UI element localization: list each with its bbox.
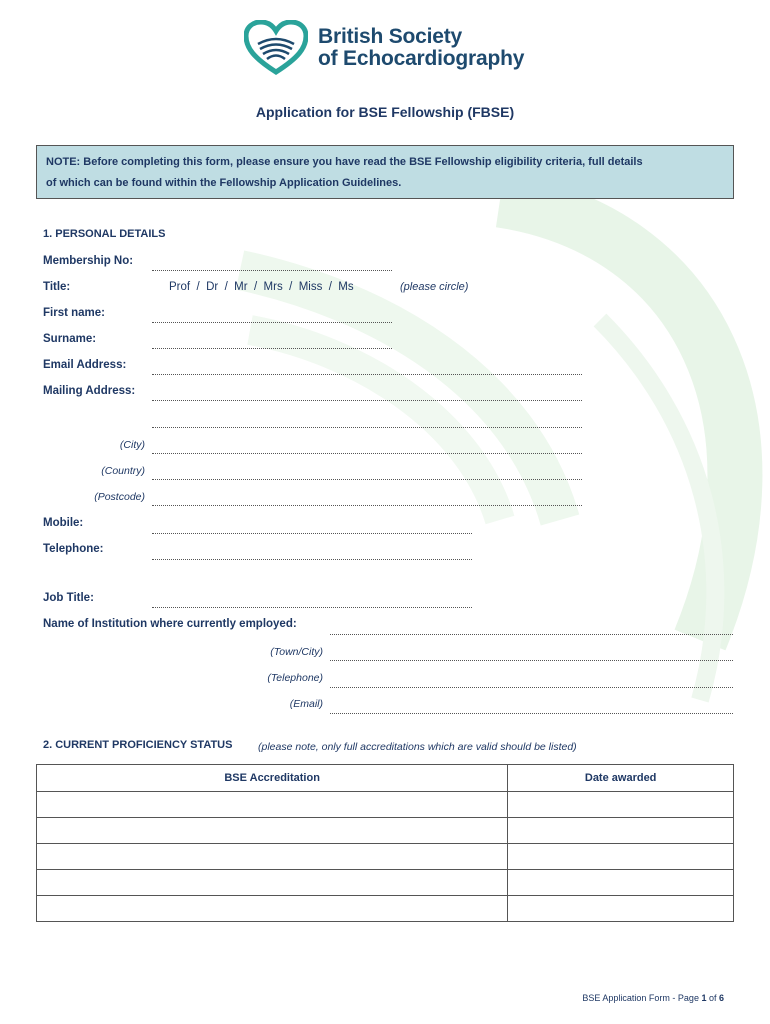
logo-line-2: of Echocardiography xyxy=(318,47,525,70)
date-cell[interactable] xyxy=(508,792,734,818)
inst-email-field[interactable] xyxy=(330,713,733,714)
column-header-accreditation: BSE Accreditation xyxy=(37,765,508,792)
accreditation-cell[interactable] xyxy=(37,896,508,922)
footer-page-total: 6 xyxy=(718,993,724,1003)
table-row xyxy=(37,870,734,896)
table-row xyxy=(37,792,734,818)
mobile-field[interactable] xyxy=(152,533,472,534)
membership-label: Membership No: xyxy=(43,255,134,267)
title-label: Title: xyxy=(43,281,71,293)
job-title-label: Job Title: xyxy=(43,592,94,604)
accreditation-cell[interactable] xyxy=(37,818,508,844)
section-2-heading: 2. CURRENT PROFICIENCY STATUS xyxy=(43,739,233,751)
mailing-label: Mailing Address: xyxy=(43,385,136,397)
table-row xyxy=(37,844,734,870)
title-hint: (please circle) xyxy=(400,281,469,293)
accreditation-cell[interactable] xyxy=(37,792,508,818)
accreditation-table xyxy=(36,764,734,922)
date-cell[interactable] xyxy=(508,844,734,870)
inst-telephone-label: (Telephone) xyxy=(267,672,323,684)
note-line-1: NOTE: Before completing this form, please ensure you have read the BSE Fellowship eligibility criteria, full details xyxy=(46,156,643,168)
date-cell[interactable] xyxy=(508,818,734,844)
title-options[interactable]: Prof / Dr / Mr / Mrs / Miss / Ms xyxy=(169,281,354,293)
city-field[interactable] xyxy=(152,453,582,454)
country-field[interactable] xyxy=(152,479,582,480)
accreditation-cell[interactable] xyxy=(37,844,508,870)
postcode-label: (Postcode) xyxy=(94,491,145,503)
town-field[interactable] xyxy=(330,660,733,661)
table-header-row xyxy=(37,765,734,792)
mailing-address-field-2[interactable] xyxy=(152,427,582,428)
telephone-label: Telephone: xyxy=(43,543,104,555)
city-label: (City) xyxy=(119,439,145,451)
mailing-address-field-1[interactable] xyxy=(152,400,582,401)
institution-field[interactable] xyxy=(330,634,733,635)
surname-field[interactable] xyxy=(152,348,392,349)
page-footer xyxy=(582,993,724,1003)
logo-line-1: British Society xyxy=(318,25,463,48)
institution-label: Name of Institution where currently employed: xyxy=(43,618,297,630)
section-1-heading: 1. PERSONAL DETAILS xyxy=(43,228,166,240)
surname-label: Surname: xyxy=(43,333,97,345)
first-name-label: First name: xyxy=(43,307,105,319)
telephone-field[interactable] xyxy=(152,559,472,560)
accreditation-cell[interactable] xyxy=(37,870,508,896)
column-header-date: Date awarded xyxy=(508,765,734,792)
logo-text xyxy=(318,26,524,70)
section-2-hint: (please note, only full accreditations which are valid should be listed) xyxy=(258,741,577,753)
postcode-field[interactable] xyxy=(152,505,582,506)
job-title-field[interactable] xyxy=(152,607,472,608)
table-row xyxy=(37,896,734,922)
inst-email-label: (Email) xyxy=(289,698,323,710)
footer-page-number: 1 xyxy=(701,993,707,1003)
footer-of: of xyxy=(706,993,719,1003)
note-line-2: of which can be found within the Fellowship Application Guidelines. xyxy=(46,177,402,189)
country-label: (Country) xyxy=(101,465,145,477)
form-title: Application for BSE Fellowship (FBSE) xyxy=(255,104,515,120)
first-name-field[interactable] xyxy=(152,322,392,323)
eligibility-note xyxy=(36,145,734,199)
footer-prefix: BSE Application Form - Page xyxy=(582,993,702,1003)
membership-field[interactable] xyxy=(152,270,392,271)
date-cell[interactable] xyxy=(508,870,734,896)
mobile-label: Mobile: xyxy=(43,517,84,529)
date-cell[interactable] xyxy=(508,896,734,922)
email-field[interactable] xyxy=(152,374,582,375)
table-row xyxy=(37,818,734,844)
inst-telephone-field[interactable] xyxy=(330,687,733,688)
heart-logo-icon xyxy=(244,20,308,76)
town-label: (Town/City) xyxy=(270,646,323,658)
email-label: Email Address: xyxy=(43,359,127,371)
